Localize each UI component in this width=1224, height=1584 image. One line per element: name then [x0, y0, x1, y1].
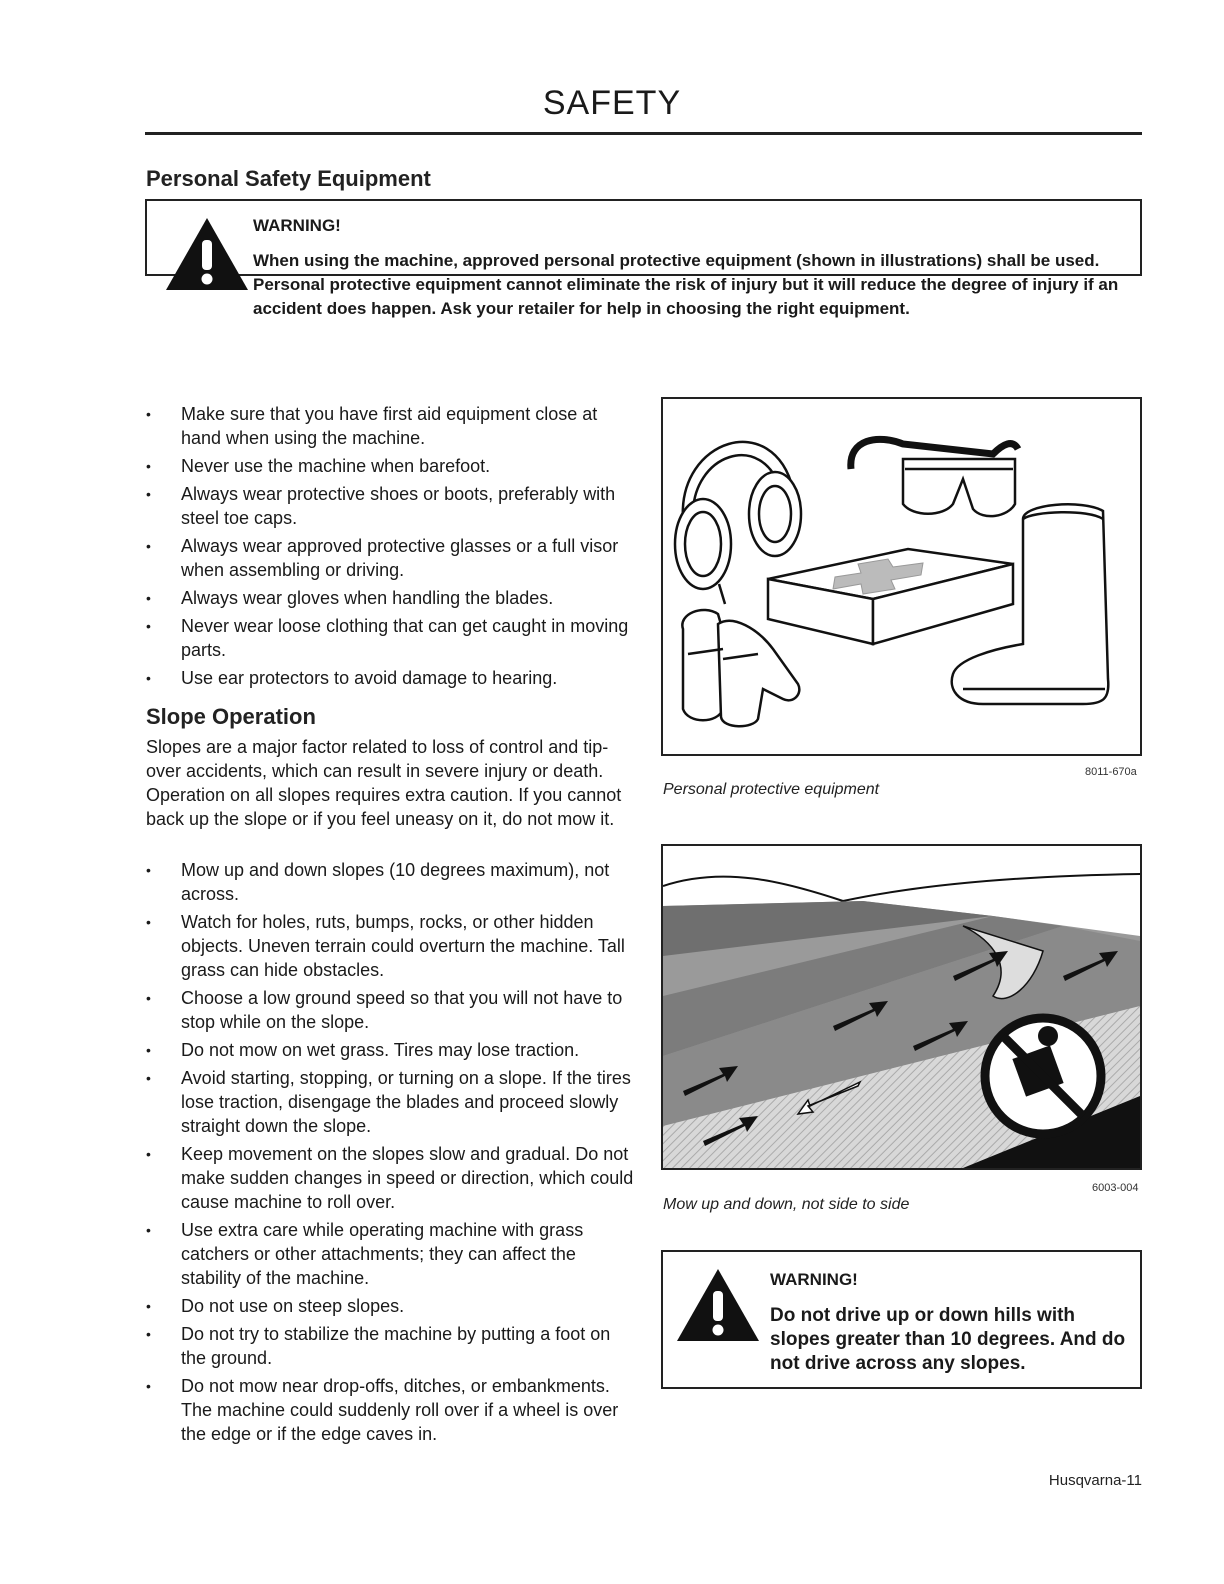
slope-drawing [663, 846, 1140, 1168]
page-number: Husqvarna-11 [1048, 1472, 1142, 1489]
slope-warning-box [661, 1250, 1142, 1389]
list-item: • Do not mow near drop-offs, ditches, or embankments. The machine could suddenly roll over if a wheel is over the edge or if the edge caves in. [146, 1374, 636, 1446]
title-divider [145, 132, 1142, 135]
list-item: • Do not mow on wet grass. Tires may lose traction. [146, 1038, 636, 1062]
slope-figure-code: 6003-004 [1092, 1182, 1139, 1194]
safety-glasses-icon [851, 439, 1018, 516]
slope-operation-heading: Slope Operation [146, 704, 316, 729]
list-item: • Choose a low ground speed so that you will not have to stop while on the slope. [146, 986, 636, 1034]
list-item: • Never use the machine when barefoot. [146, 454, 636, 478]
ppe-drawing [663, 399, 1140, 754]
list-item: • Use ear protectors to avoid damage to hearing. [146, 666, 636, 690]
list-item: • Use extra care while operating machine with grass catchers or other attachments; they can affect the stability of the machine. [146, 1218, 636, 1290]
slope-bullet-list [146, 858, 636, 1450]
ppe-figure-caption: Personal protective equipment [663, 781, 880, 798]
list-item: • Always wear approved protective glasses or a full visor when assembling or driving. [146, 534, 636, 582]
list-item: • Keep movement on the slopes slow and gradual. Do not make sudden changes in speed or direction, which could cause machine to roll over. [146, 1142, 636, 1214]
ppe-warning-label: WARNING! [253, 216, 341, 235]
slope-warning-text: Do not drive up or down hills with slopes greater than 10 degrees. And do not drive across any slopes. [770, 1305, 1126, 1374]
slope-figure-caption: Mow up and down, not side to side [663, 1196, 910, 1213]
list-item: • Avoid starting, stopping, or turning on a slope. If the tires lose traction, disengage the blades and proceed slowly straight down the slope. [146, 1066, 636, 1138]
personal-safety-heading: Personal Safety Equipment [146, 166, 431, 191]
list-item: • Do not try to stabilize the machine by putting a foot on the ground. [146, 1322, 636, 1370]
list-item: • Always wear gloves when handling the blades. [146, 586, 636, 610]
first-aid-box-icon [768, 549, 1013, 644]
slope-warning-label: WARNING! [770, 1270, 858, 1289]
ppe-warning-box [145, 199, 1142, 318]
ppe-bullet-list [146, 402, 636, 694]
list-item: • Always wear protective shoes or boots, preferably with steel toe caps. [146, 482, 636, 530]
warning-triangle-icon [675, 1267, 761, 1343]
warning-triangle-icon [164, 216, 250, 292]
list-item: • Watch for holes, ruts, bumps, rocks, or other hidden objects. Uneven terrain could overturn the machine. Tall grass can hide obstacles. [146, 910, 636, 982]
list-item: • Make sure that you have first aid equipment close at hand when using the machine. [146, 402, 636, 450]
list-item: • Never wear loose clothing that can get caught in moving parts. [146, 614, 636, 662]
ppe-illustration [661, 397, 1142, 756]
slope-illustration [661, 844, 1142, 1170]
gloves-icon [682, 610, 799, 726]
page-title: SAFETY [542, 84, 682, 122]
ppe-warning-text: When using the machine, approved personal protective equipment (shown in illustrations) shall be used. Personal protective equipment cannot eliminate the risk of injury but it will reduce the degree of injury if an accident does happen. Ask your retailer for help in choosing the right equipment. [253, 251, 1119, 318]
list-item: • Do not use on steep slopes. [146, 1294, 636, 1318]
list-item: • Mow up and down slopes (10 degrees maximum), not across. [146, 858, 636, 906]
slope-intro-paragraph: Slopes are a major factor related to loss of control and tip-over accidents, which can result in severe injury or death. Operation on all slopes requires extra caution. If you cannot back up the slope or if you feel uneasy on it, do not mow it. [146, 737, 622, 829]
ppe-figure-code: 8011-670a [1085, 766, 1137, 778]
